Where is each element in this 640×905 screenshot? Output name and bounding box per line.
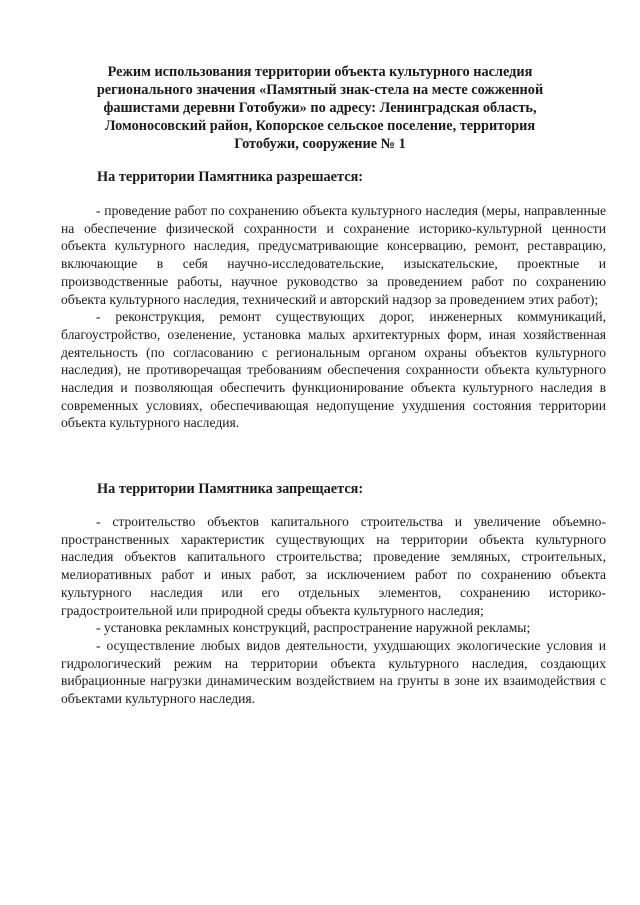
forbidden-item: - осуществление любых видов деятельности, ухудшающих экологические условия и гидрологический режим на территории объекта культурного наследия, создающих вибрационные нагрузки динамическим воздействием на грунты в зоне их взаимодействия с объектами культурного наследия. xyxy=(61,637,606,707)
forbidden-heading: На территории Памятника запрещается: xyxy=(97,481,364,497)
allowed-section xyxy=(61,202,606,432)
document-title: Режим использования территории объекта культурного наследия регионального значения «Памятный знак-стела на месте сожженной фашистами деревни Готобужи» по адресу: Ленинградская область, Ломоносовский район, Копорское сельское поселение, территория Готобужи, сооружение № 1 xyxy=(96,64,544,152)
forbidden-item: - строительство объектов капитального строительства и увеличение объемно-пространственных характеристик существующих на территории объекта культурного наследия объектов капитального строительства; проведение земляных, строительных, мелиоративных работ и иных работ, за исключением работ по сохранению объекта культурного наследия или его отдельных элементов, сохранению историко-градостроительной или природной среды объекта культурного наследия; xyxy=(61,514,606,618)
allowed-heading: На территории Памятника разрешается: xyxy=(97,169,364,185)
allowed-item: - проведение работ по сохранению объекта культурного наследия (меры, направленные на обеспечение физической сохранности и сохранение историко-культурной ценности объекта культурного наследия, предусматривающие консервацию, ремонт, реставрацию, включающие в себя научно-исследовательские, изыскательские, проектные и производственные работы, научное руководство за проведением работ по сохранению объекта культурного наследия, технический и авторский надзор за проведением этих работ); xyxy=(61,203,606,307)
allowed-item: - реконструкция, ремонт существующих дорог, инженерных коммуникаций, благоустройство, озеленение, установка малых архитектурных форм, иная хозяйственная деятельность (по согласованию с региональным органом охраны объектов культурного наследия), не противоречащая требованиям обеспечения сохранности объекта культурного наследия и позволяющая обеспечить функционирование объекта культурного наследия в современных условиях, обеспечивающая недопущение ухудшения состояния территории объекта культурного наследия. xyxy=(61,309,606,431)
forbidden-section xyxy=(61,513,606,708)
forbidden-item: - установка рекламных конструкций, распространение наружной рекламы; xyxy=(96,620,531,636)
